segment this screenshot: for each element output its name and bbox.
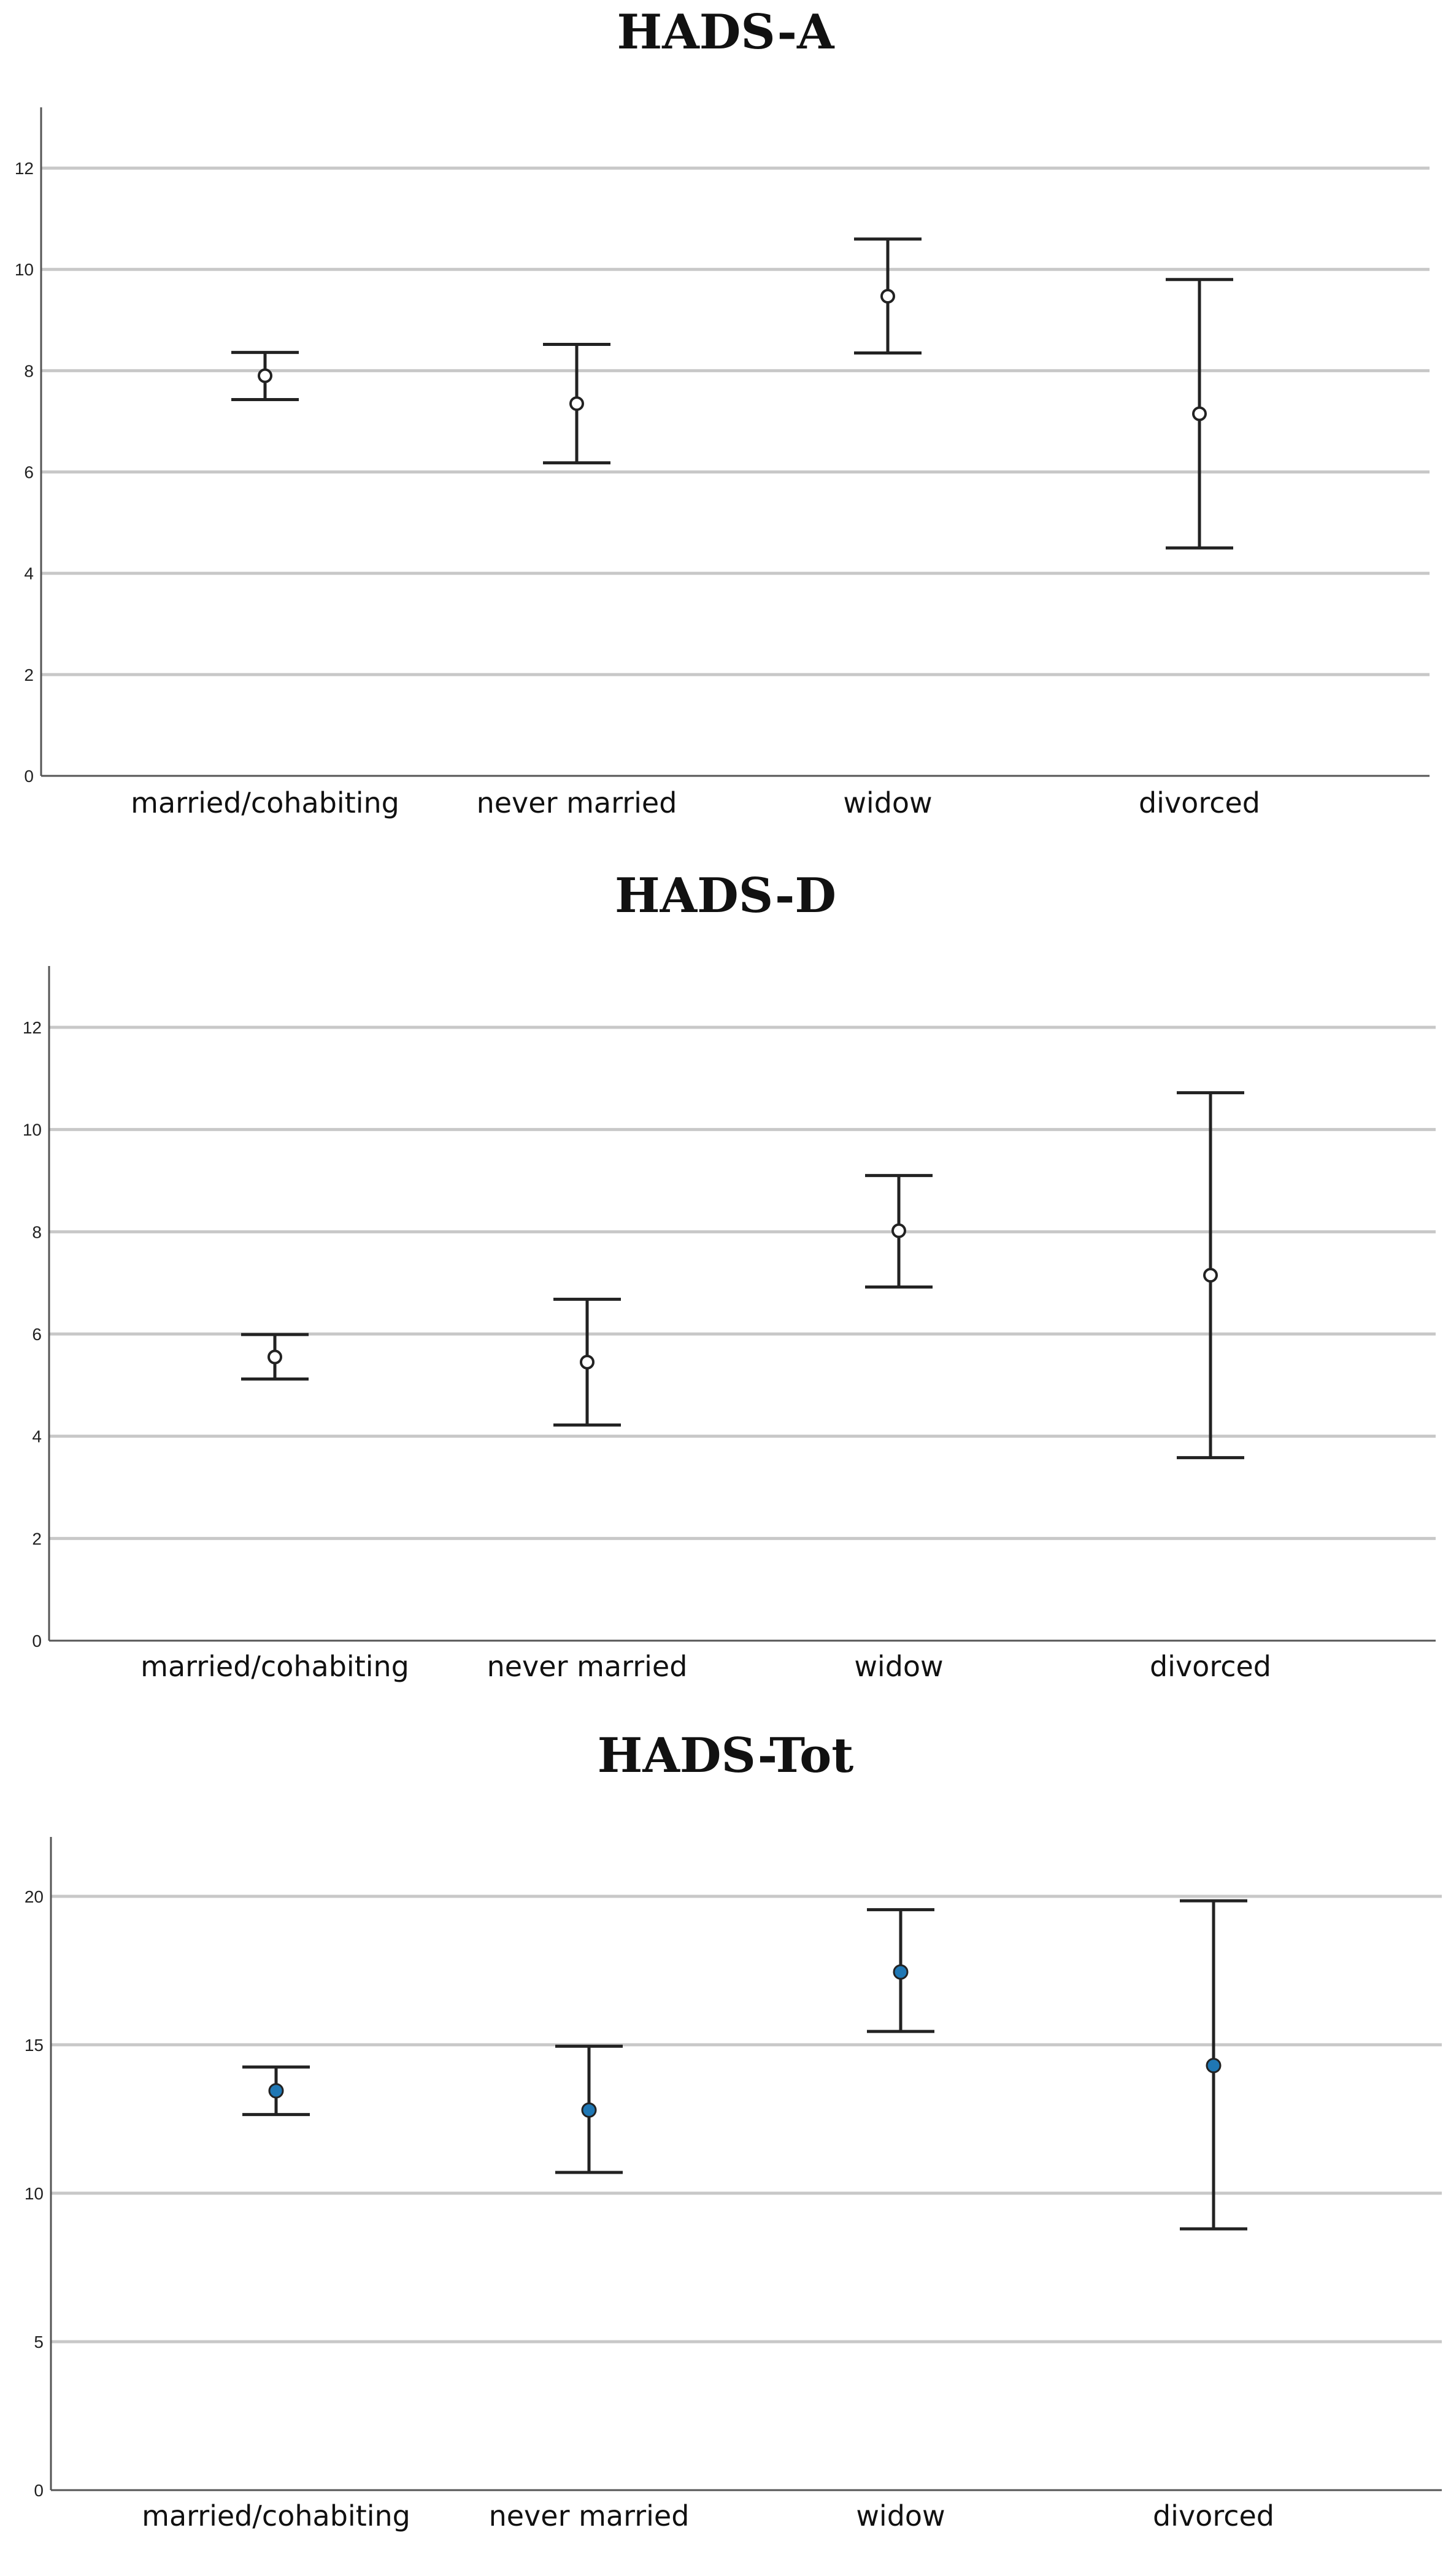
- y-tick-label: 10: [14, 260, 34, 280]
- x-tick-label: divorced: [1149, 1650, 1272, 1683]
- mean-marker: [582, 2103, 596, 2117]
- chart-plot-hads-a: [0, 0, 1451, 859]
- mean-marker: [882, 290, 894, 302]
- mean-marker: [893, 1225, 905, 1237]
- y-tick-label: 10: [24, 2183, 44, 2203]
- y-tick-label: 15: [24, 2035, 44, 2055]
- x-tick-label: married/cohabiting: [140, 1650, 409, 1683]
- mean-marker: [1204, 1269, 1217, 1281]
- y-tick-label: 10: [22, 1120, 42, 1140]
- chart-plot-hads-tot: [0, 1717, 1451, 2538]
- y-tick-label: 6: [32, 1325, 42, 1344]
- mean-marker: [269, 2084, 283, 2098]
- y-tick-label: 4: [24, 564, 34, 583]
- x-tick-label: never married: [487, 1650, 688, 1683]
- chart-panel-hads-a: [0, 0, 1451, 859]
- mean-marker: [269, 1351, 281, 1363]
- mean-marker: [259, 370, 271, 382]
- y-tick-label: 8: [24, 361, 34, 381]
- y-tick-label: 0: [32, 1631, 42, 1650]
- mean-marker: [571, 397, 583, 410]
- chart-panel-hads-d: [0, 859, 1451, 1717]
- y-tick-label: 8: [32, 1222, 42, 1242]
- mean-marker: [581, 1356, 593, 1368]
- chart-title: HADS-A: [617, 4, 834, 60]
- y-tick-label: 6: [24, 462, 34, 482]
- mean-marker: [1207, 2059, 1220, 2072]
- x-tick-label: widow: [843, 786, 933, 819]
- x-tick-label: never married: [476, 786, 677, 819]
- chart-title: HADS-Tot: [597, 1728, 854, 1784]
- y-tick-label: 4: [32, 1427, 42, 1446]
- chart-panel-hads-tot: [0, 1717, 1451, 2576]
- y-tick-label: 12: [22, 1018, 42, 1037]
- x-tick-label: divorced: [1138, 786, 1261, 819]
- y-tick-label: 0: [24, 767, 34, 786]
- x-tick-label: never married: [488, 2499, 690, 2532]
- y-tick-label: 5: [34, 2332, 44, 2352]
- y-tick-label: 20: [24, 1887, 44, 1906]
- y-tick-label: 12: [14, 159, 34, 178]
- mean-marker: [894, 1965, 907, 1979]
- y-tick-label: 2: [24, 665, 34, 684]
- x-tick-label: divorced: [1152, 2499, 1275, 2532]
- x-tick-label: widow: [856, 2499, 945, 2532]
- mean-marker: [1193, 408, 1206, 420]
- chart-title: HADS-D: [614, 868, 837, 924]
- y-tick-label: 0: [34, 2481, 44, 2500]
- x-tick-label: married/cohabiting: [131, 786, 399, 819]
- x-tick-label: widow: [854, 1650, 944, 1683]
- chart-plot-hads-d: [0, 859, 1451, 1717]
- x-tick-label: married/cohabiting: [142, 2499, 410, 2532]
- y-tick-label: 2: [32, 1529, 42, 1549]
